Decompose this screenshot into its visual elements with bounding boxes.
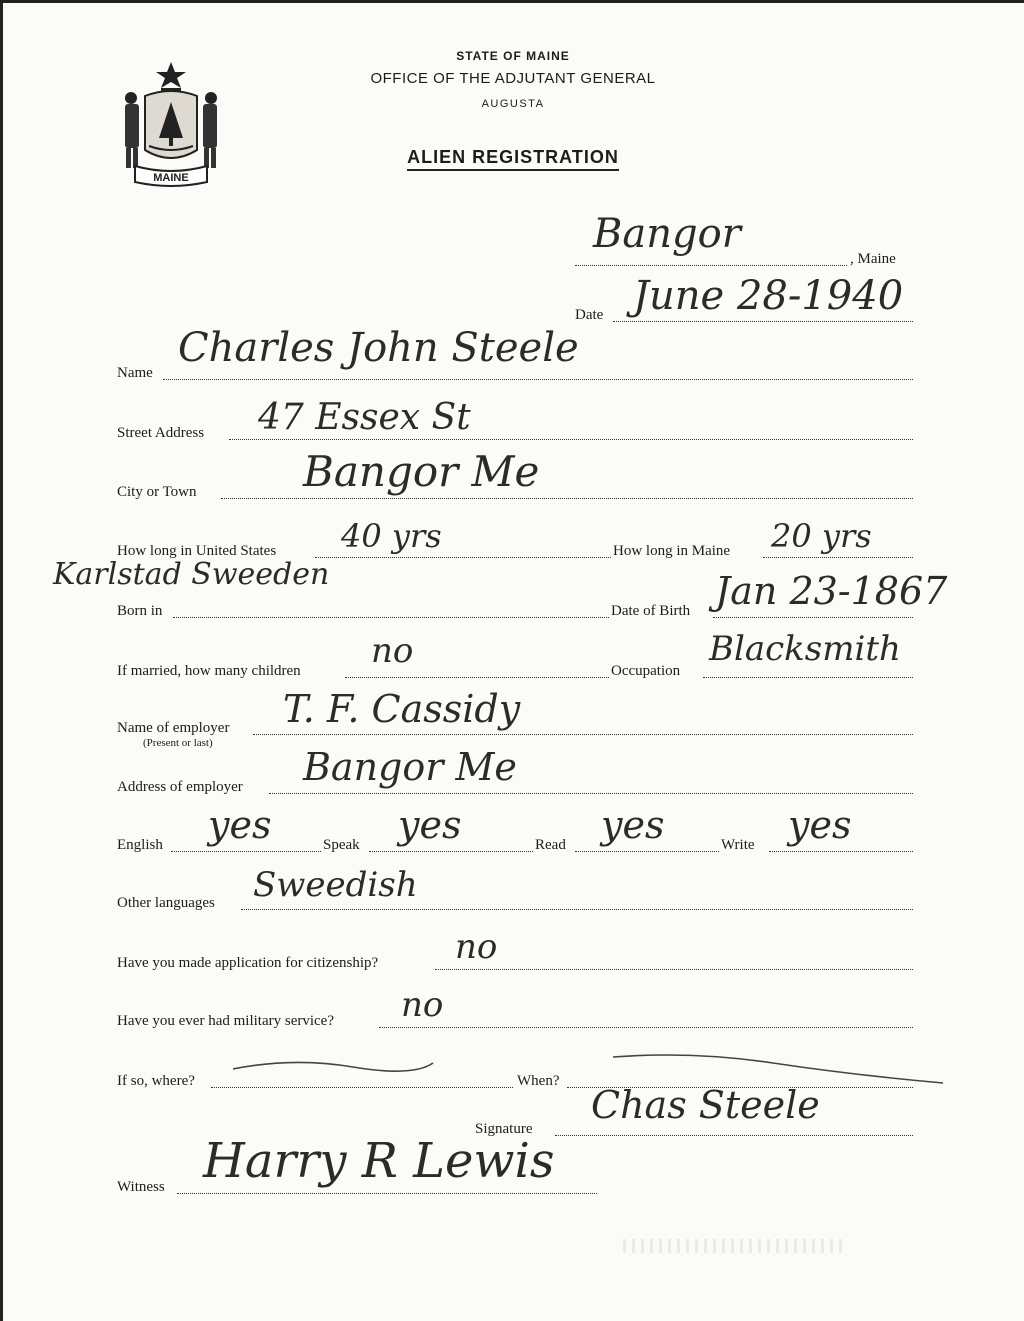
how-long-maine-label: How long in Maine xyxy=(613,543,731,559)
military-value: no xyxy=(401,985,444,1025)
state-heading: STATE OF MAINE xyxy=(456,49,570,63)
born-in-value: Karlstad Sweeden xyxy=(53,557,330,592)
city-heading: AUGUSTA xyxy=(481,98,545,110)
read-value: yes xyxy=(601,803,665,847)
name-label: Name xyxy=(117,365,153,381)
signature-value: Chas Steele xyxy=(591,1083,820,1127)
place-value: Bangor xyxy=(593,211,741,257)
date-value: June 28-1940 xyxy=(633,273,904,319)
other-languages-label: Other languages xyxy=(117,895,215,911)
street-value: 47 Essex St xyxy=(258,397,471,438)
place-suffix: , Maine xyxy=(850,251,896,267)
seal-lettering: MAINE xyxy=(153,172,189,184)
employer-address-value: Bangor Me xyxy=(303,745,517,789)
dob-label: Date of Birth xyxy=(611,603,691,619)
place-line xyxy=(575,265,847,266)
employer-label: Name of employer xyxy=(117,720,230,736)
date-label: Date xyxy=(575,307,604,323)
maine-state-seal xyxy=(115,58,227,188)
children-label: If married, how many children xyxy=(117,663,301,679)
employer-address-label: Address of employer xyxy=(117,779,243,795)
name-value: Charles John Steele xyxy=(178,325,579,371)
english-label: English xyxy=(117,837,163,853)
occupation-value: Blacksmith xyxy=(709,629,901,669)
street-label: Street Address xyxy=(117,425,205,441)
military-label: Have you ever had military service? xyxy=(117,1013,334,1029)
employer-value: T. F. Cassidy xyxy=(283,687,521,731)
write-value: yes xyxy=(788,803,852,847)
how-long-us-label: How long in United States xyxy=(117,543,277,559)
city-label: City or Town xyxy=(117,484,197,500)
dob-value: Jan 23-1867 xyxy=(715,569,948,613)
how-long-us-value: 40 yrs xyxy=(341,517,442,555)
read-label: Read xyxy=(535,837,566,853)
signature-label: Signature xyxy=(475,1121,533,1137)
speak-label: Speak xyxy=(323,837,360,853)
write-label: Write xyxy=(721,837,755,853)
employer-sublabel: (Present or last) xyxy=(143,737,213,749)
born-in-label: Born in xyxy=(117,603,163,619)
children-value: no xyxy=(371,631,414,671)
office-heading: OFFICE OF THE ADJUTANT GENERAL xyxy=(370,70,656,87)
city-value: Bangor Me xyxy=(303,447,540,496)
other-languages-value: Sweedish xyxy=(253,865,418,905)
witness-value: Harry R Lewis xyxy=(203,1133,555,1189)
when-label: When? xyxy=(517,1073,560,1089)
witness-label: Witness xyxy=(117,1179,165,1195)
where-label: If so, where? xyxy=(117,1073,195,1089)
how-long-maine-value: 20 yrs xyxy=(771,517,872,555)
speak-value: yes xyxy=(398,803,462,847)
citizenship-label: Have you made application for citizenship? xyxy=(117,955,379,971)
english-value: yes xyxy=(208,803,272,847)
occupation-label: Occupation xyxy=(611,663,681,679)
faint-smudge xyxy=(623,1239,843,1253)
citizenship-value: no xyxy=(455,927,498,967)
form-title: ALIEN REGISTRATION xyxy=(407,147,619,171)
